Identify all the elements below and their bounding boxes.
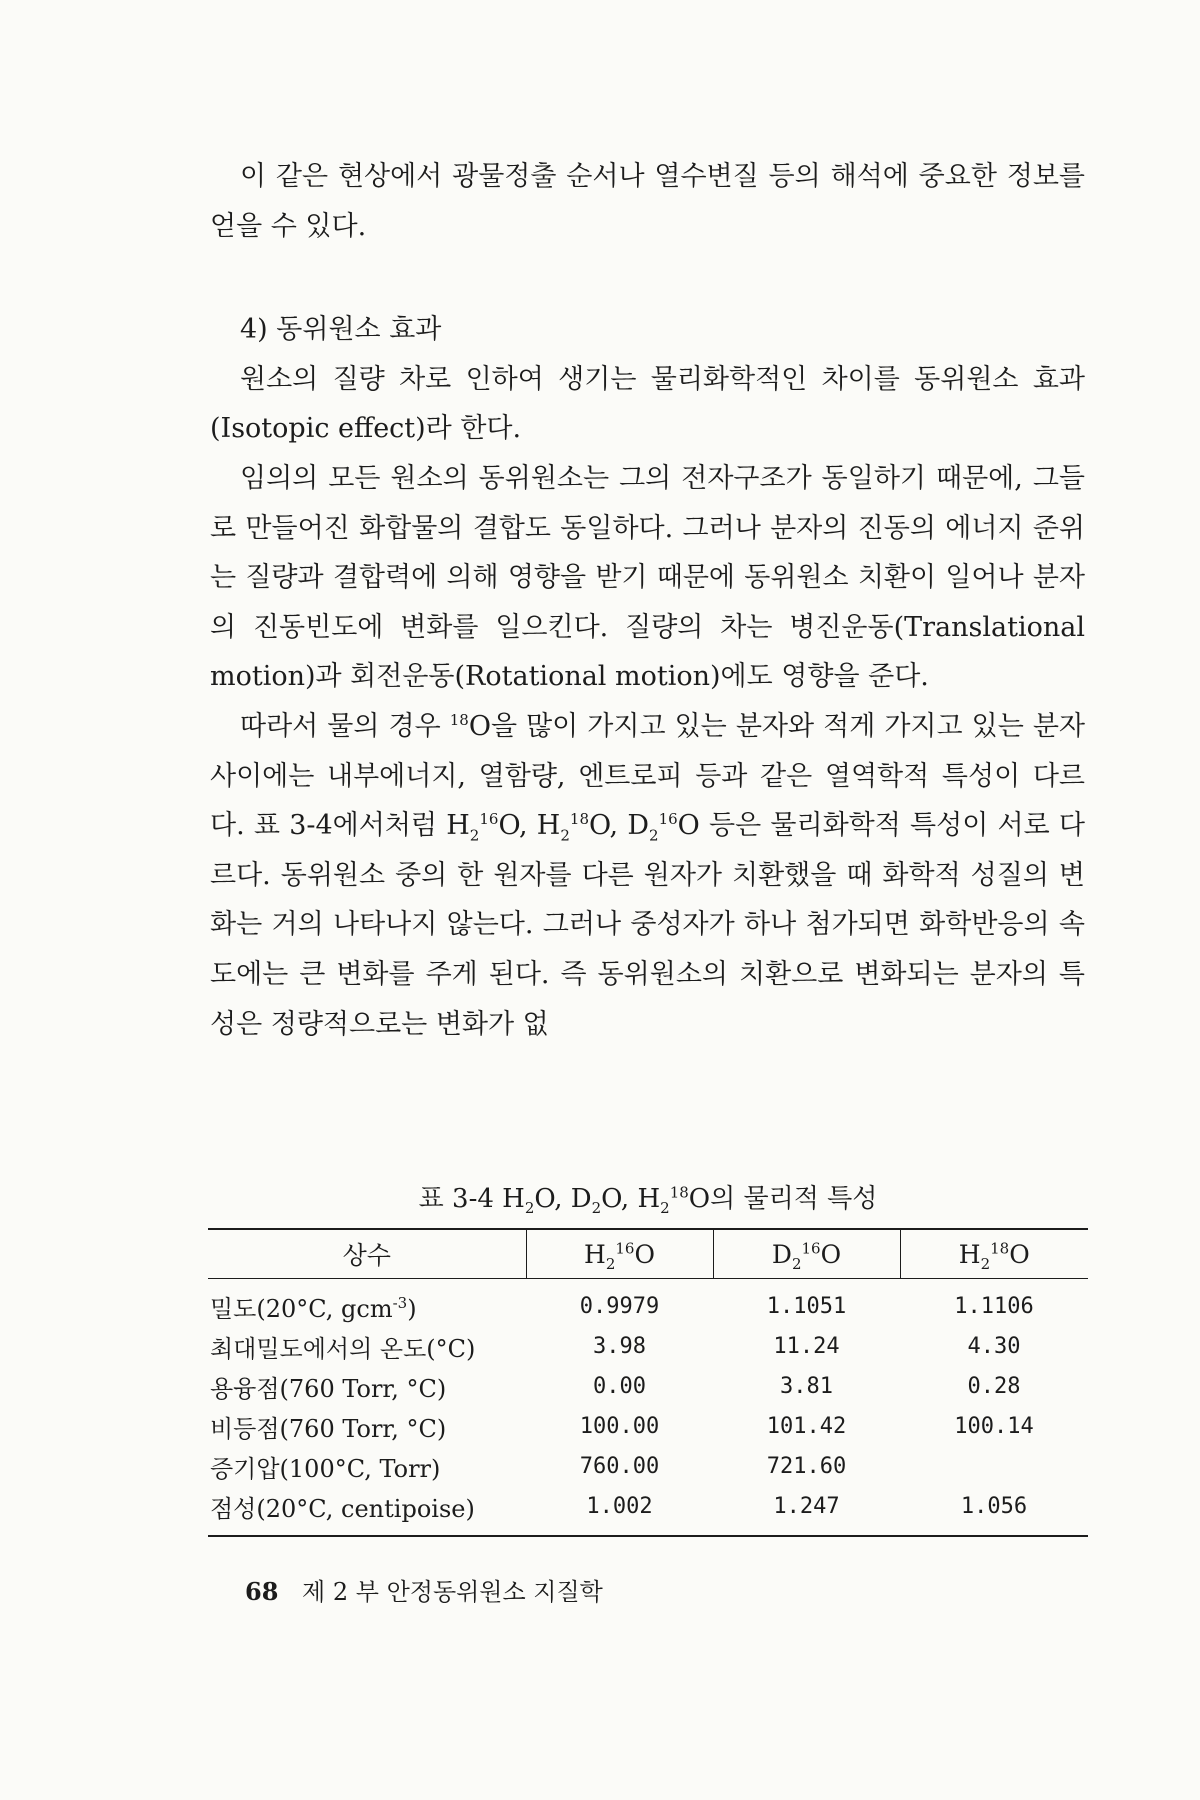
table-cell: 0.00 <box>593 1373 646 1399</box>
table-header-row <box>208 1229 1088 1279</box>
p4-sup-4: 16 <box>658 810 678 829</box>
p4-text-c: O, H <box>498 810 561 842</box>
p4-sub-1: 2 <box>469 826 480 845</box>
table-cell: 100.14 <box>954 1413 1034 1439</box>
p4-sup-2: 16 <box>479 810 499 829</box>
table-row <box>208 1366 1088 1406</box>
table-cell: 0.9979 <box>579 1293 660 1319</box>
caption-sub-3: 2 <box>660 1199 670 1218</box>
row-label: 용융점(760 Torr, °C) <box>210 1374 447 1403</box>
table-cell: 4.30 <box>967 1333 1021 1359</box>
table-row <box>208 1279 1088 1327</box>
table-cell: 0.28 <box>967 1373 1021 1399</box>
page-number: 68 <box>245 1577 279 1606</box>
header-constant: 상수 <box>342 1241 391 1270</box>
table-cell: 1.247 <box>773 1493 840 1519</box>
p4-sub-2: 2 <box>560 826 570 845</box>
table-cell: 1.056 <box>960 1493 1028 1519</box>
table-cell <box>900 1446 1088 1486</box>
paragraph-3: 임의의 모든 원소의 동위원소는 그의 전자구조가 동일하기 때문에, 그들로 만들어진 화합물의 결합도 동일하다. 그러나 분자의 진동의 에너지 준위는 질량과 결합력에 의해 영향을 받기 때문에 동위원소 치환이 일어나 분자의 진동빈도에 변화를 일으킨다. 질량의 차는 병진운동(Translational motion)과 회전운동(Rotational motion)에도 영향을 준다. <box>210 462 1085 693</box>
table-row <box>208 1446 1088 1486</box>
caption-text-a: 표 3-4 H <box>418 1184 525 1214</box>
table-row <box>208 1326 1088 1366</box>
table-row <box>208 1406 1088 1446</box>
row-label: 점성(20°C, centipoise) <box>210 1494 475 1523</box>
header-h2-16o: $H_2^{16}O$ <box>526 1229 713 1279</box>
caption-sup: 18 <box>669 1183 689 1202</box>
caption-text-d: O의 물리적 특성 <box>688 1184 878 1214</box>
paragraph-4 <box>210 702 1085 1049</box>
table-cell: 11.24 <box>773 1333 840 1359</box>
p4-sup-3: 18 <box>569 810 589 829</box>
header-d2-16o: $D_2^{16}O$ <box>713 1229 900 1279</box>
caption-sub-2: 2 <box>591 1199 602 1218</box>
table-cell: 3.98 <box>593 1333 646 1359</box>
caption-sub-1: 2 <box>524 1199 535 1218</box>
p4-text-e: O 등은 물리화학적 특성이 서로 다르다. 동위원소 중의 한 원자를 다른 원자가 치환했을 때 화학적 성질의 변화는 거의 나타나지 않는다. 그러나 중성자가 하나 첨가되면 화학반응의 속도에는 큰 변화를 주게 된다. 즉 동위원소의 치환으로 변화되는 분자의 특성은 정량적으로는 변화가 없 <box>210 810 1085 1040</box>
page-footer <box>245 1572 603 1607</box>
paragraph-2: 원소의 질량 차로 인하여 생기는 물리화학적인 차이를 동위원소 효과(Isotopic effect)라 한다. <box>210 363 1085 445</box>
row-label: 최대밀도에서의 온도(°C) <box>210 1334 476 1363</box>
p4-sup-1: 18 <box>449 710 469 729</box>
body-text <box>210 152 1085 1049</box>
table-cell: 1.1051 <box>766 1293 847 1319</box>
table-row <box>208 1486 1088 1536</box>
running-footer-title: 제 2 부 안정동위원소 지질학 <box>302 1578 603 1606</box>
table-caption <box>208 1178 1088 1218</box>
p4-sub-3: 2 <box>649 826 659 845</box>
properties-table <box>208 1228 1088 1537</box>
row-label: 비등점(760 Torr, °C) <box>210 1414 447 1443</box>
caption-text-b: O, D <box>534 1184 592 1214</box>
properties-table-wrap <box>208 1228 1088 1537</box>
section-heading: 4) 동위원소 효과 <box>240 314 442 346</box>
p4-text-b: O을 많이 가지고 있는 분자와 적게 가지고 있는 분자 사이에는 내부에너지, 열함량, 엔트로피 등과 같은 열역학적 특성이 다르다. 표 3-4에서처럼 H <box>210 710 1086 842</box>
p4-text-d: O, D <box>589 810 650 842</box>
table-cell: 760.00 <box>579 1453 660 1479</box>
header-h2-18o: $H_2^{18}O$ <box>900 1229 1088 1279</box>
row-label: 증기압(100°C, Torr) <box>210 1454 441 1483</box>
table-cell: 1.1106 <box>954 1293 1034 1319</box>
table-cell: 1.002 <box>586 1493 653 1519</box>
caption-text-c: O, H <box>601 1184 661 1214</box>
p4-text-a: 따라서 물의 경우 <box>240 710 450 742</box>
row-label-density: 밀도(20°C, gcm$^{-3}$) <box>210 1293 417 1323</box>
table-cell: 100.00 <box>579 1413 660 1439</box>
paragraph-1: 이 같은 현상에서 광물정출 순서나 열수변질 등의 해석에 중요한 정보를 얻을 수 있다. <box>210 161 1085 242</box>
table-cell: 101.42 <box>766 1413 847 1439</box>
table-cell: 3.81 <box>780 1373 833 1399</box>
table-cell: 721.60 <box>766 1453 847 1479</box>
